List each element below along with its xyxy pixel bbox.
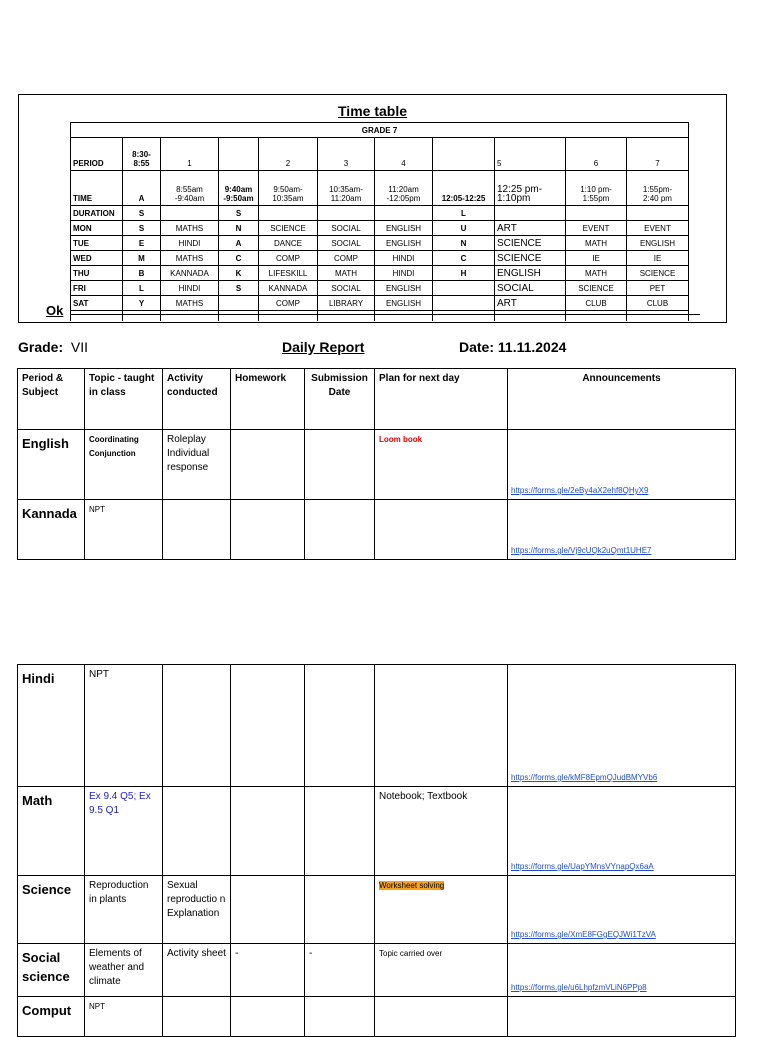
timetable-cell (433, 281, 495, 296)
row-topic: NPT (85, 997, 163, 1037)
timetable-cell: L (433, 206, 495, 221)
column-header-topic: Topic - taught in class (85, 369, 163, 430)
row-activity: Sexual reproductio n Explanation (163, 876, 231, 944)
timetable-cell: SOCIAL (318, 221, 375, 236)
timetable-cell: A (219, 236, 259, 251)
row-activity (163, 997, 231, 1037)
row-submission (305, 876, 375, 944)
row-homework (231, 997, 305, 1037)
row-submission (305, 997, 375, 1037)
table-row (18, 944, 736, 997)
row-submission (305, 500, 375, 560)
row-announcement (508, 997, 736, 1037)
timetable-cell: N (433, 236, 495, 251)
timetable-cell: COMP (318, 251, 375, 266)
timetable-cell (318, 206, 375, 221)
plan-text: Loom book (379, 435, 423, 444)
timetable-cell (219, 138, 259, 171)
column-header-plan: Plan for next day (375, 369, 508, 430)
row-announcement (508, 787, 736, 876)
table-row (18, 500, 736, 560)
row-homework (231, 787, 305, 876)
timetable-day-row (71, 251, 689, 266)
timetable-day-row (71, 236, 689, 251)
timetable-cell: S (123, 206, 161, 221)
column-header-subject: Period & Subject (18, 369, 85, 430)
timetable-cell (495, 206, 566, 221)
timetable-cell: ENGLISH (375, 281, 433, 296)
timetable-cell: HINDI (161, 236, 219, 251)
timetable-duration-row (71, 206, 689, 221)
row-announcement (508, 944, 736, 997)
timetable-cell: IE (627, 251, 689, 266)
timetable-cell: HINDI (161, 281, 219, 296)
timetable-cell: 9:50am- 10:35am (259, 171, 318, 206)
timetable-cell: SCIENCE (566, 281, 627, 296)
timetable-cell: ENGLISH (375, 236, 433, 251)
timetable-cell: HINDI (375, 251, 433, 266)
report-date: Date: 11.11.2024 (459, 339, 567, 355)
row-announcement (508, 500, 736, 560)
timetable-cell: 12:25 pm- 1:10pm (495, 171, 566, 206)
row-activity: Roleplay Individual response (163, 430, 231, 500)
timetable-cell: 12:05-12:25 (433, 171, 495, 206)
row-plan (375, 430, 508, 500)
timetable-cell: HINDI (375, 266, 433, 281)
row-homework (231, 665, 305, 787)
plan-highlight: Worksheet solving (379, 881, 445, 890)
row-subject: Social science (18, 944, 85, 997)
timetable-cell: SOCIAL (495, 281, 566, 296)
row-homework (231, 500, 305, 560)
row-topic: Ex 9.4 Q5; Ex 9.5 Q1 (85, 787, 163, 876)
timetable-cell (259, 206, 318, 221)
daily-report-table-1 (17, 368, 736, 560)
timetable-cell: DURATION (71, 206, 123, 221)
timetable-cell: 5 (495, 138, 566, 171)
timetable-cell (161, 206, 219, 221)
timetable-grid (70, 122, 689, 321)
timetable-divider (70, 314, 700, 315)
row-activity (163, 787, 231, 876)
row-homework (231, 876, 305, 944)
timetable-cell: 1:55pm- 2:40 pm (627, 171, 689, 206)
timetable-cell: Y (123, 296, 161, 311)
timetable-cell (433, 296, 495, 311)
timetable-cell: ENGLISH (375, 221, 433, 236)
timetable-cell: ENGLISH (627, 236, 689, 251)
row-subject: English (18, 430, 85, 500)
row-plan (375, 665, 508, 787)
grade-value: VII (70, 339, 89, 355)
timetable-cell: S (123, 221, 161, 236)
timetable-cell: WED (71, 251, 123, 266)
row-submission (305, 787, 375, 876)
timetable-cell: SCIENCE (495, 236, 566, 251)
grade-line (18, 338, 88, 356)
timetable-cell: 8:30- 8:55 (123, 138, 161, 171)
timetable-cell (219, 296, 259, 311)
timetable-cell: SOCIAL (318, 281, 375, 296)
timetable-cell: ENGLISH (375, 296, 433, 311)
timetable-ok-label: Ok (46, 303, 64, 318)
timetable-cell (566, 206, 627, 221)
timetable-cell: MON (71, 221, 123, 236)
announcement-link[interactable]: https://forms.gle/kMF8EpmQJudBMYVb6 (511, 773, 658, 782)
timetable-cell: KANNADA (161, 266, 219, 281)
row-announcement (508, 876, 736, 944)
timetable-cell: TIME (71, 171, 123, 206)
daily-report-table-2 (17, 664, 736, 1037)
timetable-cell: MATHS (161, 221, 219, 236)
announcement-link[interactable]: https://forms.gle/u6LhpfzmVLiN6PPp8 (511, 983, 647, 992)
timetable-cell: 4 (375, 138, 433, 171)
timetable-day-row (71, 221, 689, 236)
timetable-cell: 9:40am -9:50am (219, 171, 259, 206)
row-topic: Reproduction in plants (85, 876, 163, 944)
report-title: Daily Report (282, 339, 365, 355)
timetable-cell: 1:10 pm- 1:55pm (566, 171, 627, 206)
timetable-cell (433, 138, 495, 171)
timetable-cell: S (219, 281, 259, 296)
timetable-cell: LIBRARY (318, 296, 375, 311)
timetable-cell: E (123, 236, 161, 251)
timetable-cell: 8:55am -9:40am (161, 171, 219, 206)
timetable-cell: THU (71, 266, 123, 281)
column-header-announcements: Announcements (508, 369, 736, 430)
row-submission (305, 430, 375, 500)
timetable-cell: LIFESKILL (259, 266, 318, 281)
table-row (18, 787, 736, 876)
timetable-cell: K (219, 266, 259, 281)
timetable-cell: C (433, 251, 495, 266)
timetable-cell: DANCE (259, 236, 318, 251)
row-activity: Activity sheet (163, 944, 231, 997)
table-row (18, 997, 736, 1037)
timetable-cell: B (123, 266, 161, 281)
timetable-cell: ART (495, 296, 566, 311)
timetable-cell: MATHS (161, 251, 219, 266)
timetable-cell: S (219, 206, 259, 221)
timetable-period-row (71, 138, 689, 171)
timetable-grade: GRADE 7 (71, 123, 689, 138)
timetable-cell: EVENT (566, 221, 627, 236)
row-plan (375, 997, 508, 1037)
table-row (18, 430, 736, 500)
row-homework (231, 430, 305, 500)
timetable-cell: COMP (259, 296, 318, 311)
announcement-link[interactable]: https://forms.gle/XmE8FGgEQJWi1TzVA (511, 930, 656, 939)
timetable-cell: SCIENCE (259, 221, 318, 236)
row-plan: Notebook; Textbook (375, 787, 508, 876)
row-subject: Math (18, 787, 85, 876)
timetable-cell: MATH (566, 236, 627, 251)
timetable-cell: PET (627, 281, 689, 296)
row-activity (163, 665, 231, 787)
timetable-cell: SAT (71, 296, 123, 311)
timetable-cell: CLUB (627, 296, 689, 311)
timetable-cell: FRI (71, 281, 123, 296)
timetable-cell: 7 (627, 138, 689, 171)
timetable-cell: MATHS (161, 296, 219, 311)
table-row (18, 876, 736, 944)
timetable-cell: COMP (259, 251, 318, 266)
timetable-cell: U (433, 221, 495, 236)
row-activity (163, 500, 231, 560)
timetable-cell: SCIENCE (495, 251, 566, 266)
row-topic: NPT (85, 665, 163, 787)
timetable-cell: 11:20am -12:05pm (375, 171, 433, 206)
timetable-day-row (71, 296, 689, 311)
column-header-activity: Activity conducted (163, 369, 231, 430)
timetable-cell: KANNADA (259, 281, 318, 296)
timetable-cell: CLUB (566, 296, 627, 311)
timetable-cell: M (123, 251, 161, 266)
row-subject: Kannada (18, 500, 85, 560)
timetable-cell: SOCIAL (318, 236, 375, 251)
timetable-title: Time table (338, 103, 407, 119)
announcement-link[interactable]: https://forms.gle/2eBy4aX2ehf8QHyX9 (511, 486, 649, 495)
timetable-cell: ART (495, 221, 566, 236)
timetable-cell: N (219, 221, 259, 236)
grade-label: Grade: (18, 339, 64, 355)
row-submission: - (305, 944, 375, 997)
timetable-cell: MATH (318, 266, 375, 281)
row-plan (375, 500, 508, 560)
timetable-frame (18, 94, 727, 323)
timetable-cell: ENGLISH (495, 266, 566, 281)
timetable-cell: 10:35am- 11:20am (318, 171, 375, 206)
timetable-cell: A (123, 171, 161, 206)
timetable-cell: EVENT (627, 221, 689, 236)
timetable-cell: H (433, 266, 495, 281)
timetable-cell (375, 206, 433, 221)
timetable-cell (627, 206, 689, 221)
row-topic: Coordinating Conjunction (85, 430, 163, 500)
row-topic: Elements of weather and climate (85, 944, 163, 997)
column-header-submission: Submission Date (305, 369, 375, 430)
timetable-cell: 3 (318, 138, 375, 171)
timetable-cell: C (219, 251, 259, 266)
timetable-day-row (71, 281, 689, 296)
timetable-cell: MATH (566, 266, 627, 281)
row-subject: Comput (18, 997, 85, 1037)
row-subject: Science (18, 876, 85, 944)
timetable-cell: IE (566, 251, 627, 266)
timetable-day-row (71, 266, 689, 281)
timetable-time-row (71, 171, 689, 206)
timetable-cell: TUE (71, 236, 123, 251)
timetable-cell: PERIOD (71, 138, 123, 171)
row-plan (375, 876, 508, 944)
timetable-cell: 1 (161, 138, 219, 171)
announcement-link[interactable]: https://forms.gle/UapYMnsVYnapQx6aA (511, 862, 654, 871)
timetable-cell: 2 (259, 138, 318, 171)
announcement-link[interactable]: https://forms.gle/Vj9cUQk2uQmt1UHE7 (511, 546, 652, 555)
row-announcement (508, 430, 736, 500)
table-row (18, 665, 736, 787)
row-subject: Hindi (18, 665, 85, 787)
column-header-homework: Homework (231, 369, 305, 430)
row-announcement (508, 665, 736, 787)
row-submission (305, 665, 375, 787)
timetable-cell: L (123, 281, 161, 296)
timetable-cell: SCIENCE (627, 266, 689, 281)
timetable-cell: 6 (566, 138, 627, 171)
row-plan: Topic carried over (375, 944, 508, 997)
row-topic: NPT (85, 500, 163, 560)
row-homework: - (231, 944, 305, 997)
